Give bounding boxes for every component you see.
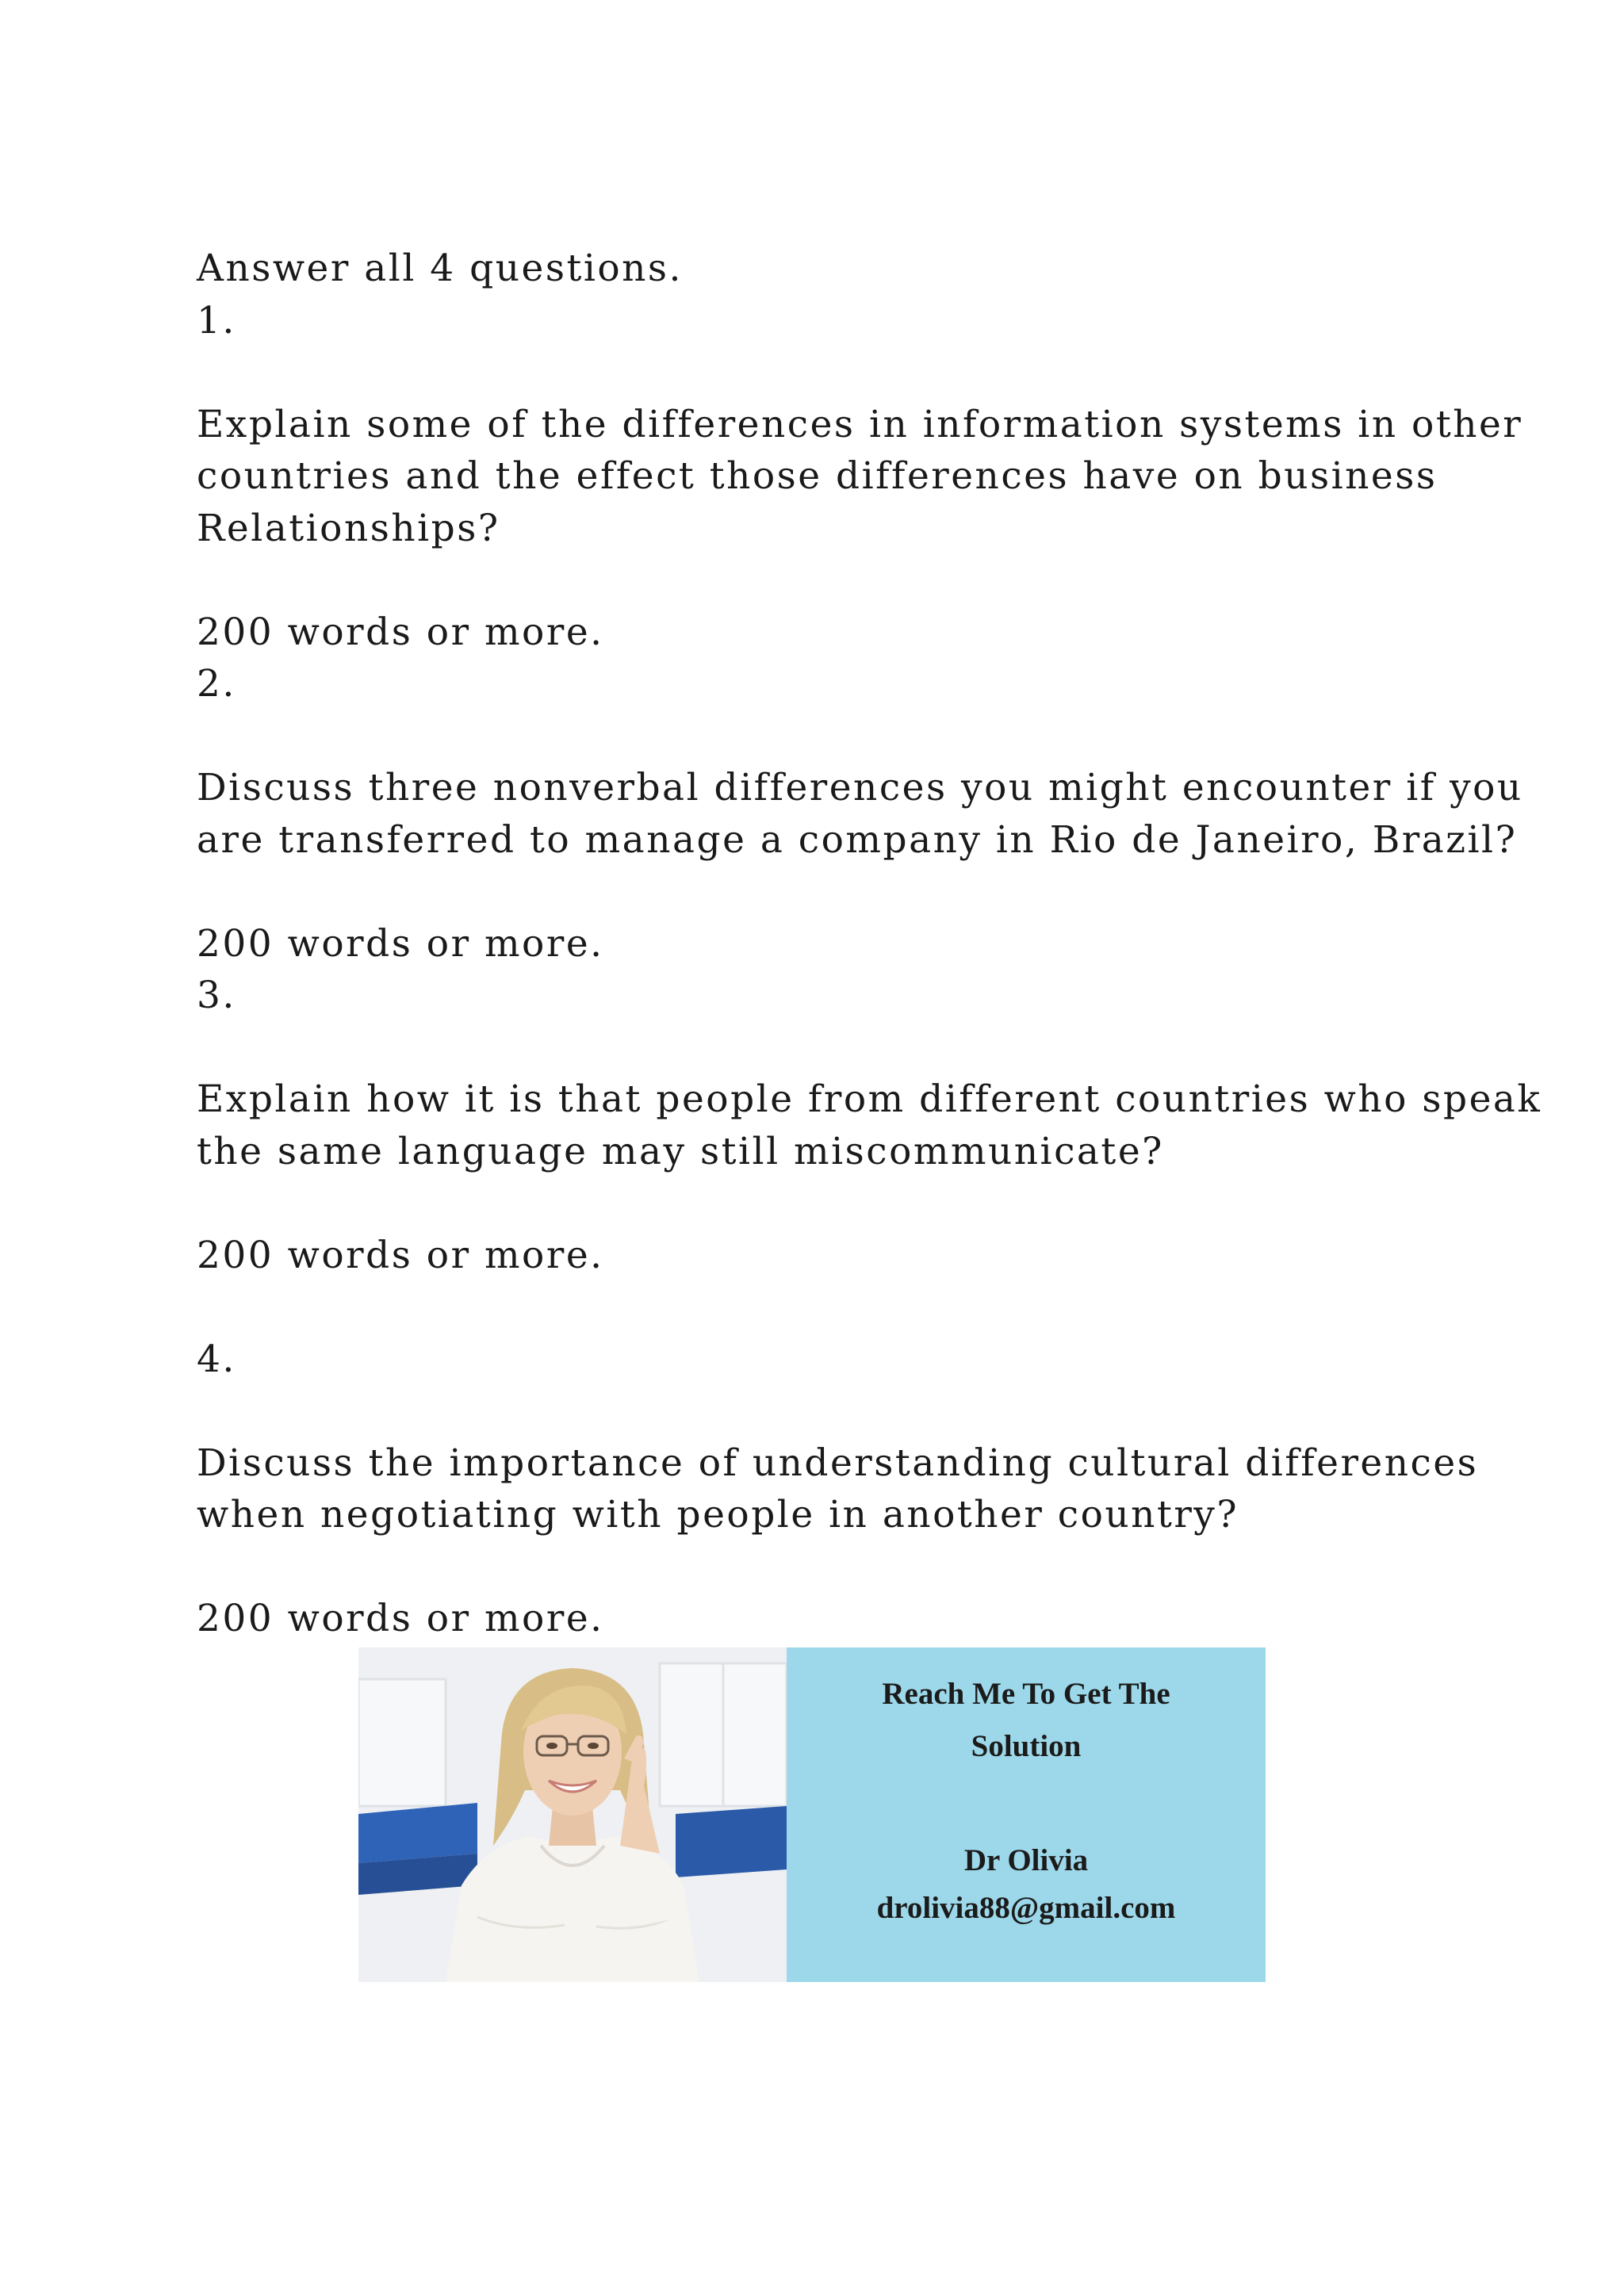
text-line: 4. [197, 1337, 236, 1381]
text-line: the same language may still miscommunicate? [197, 1129, 1164, 1173]
advertisement-banner [358, 1647, 1266, 1982]
blank-line [197, 1385, 1465, 1437]
text-line: when negotiating with people in another country? [197, 1493, 1239, 1536]
text-line: 2. [197, 662, 236, 706]
text-line: countries and the effect those differences have on business [197, 454, 1438, 498]
text-line: 3. [197, 974, 236, 1017]
text-line: Explain some of the differences in information systems in other [197, 402, 1523, 446]
blank-line [197, 1022, 1465, 1074]
woman-photo [358, 1647, 787, 1982]
blank-line [197, 554, 1465, 607]
text-line: 200 words or more. [197, 610, 604, 654]
text-line: Discuss three nonverbal differences you might encounter if you [197, 766, 1523, 809]
blank-line [197, 1281, 1465, 1334]
blank-line [197, 710, 1465, 763]
text-line: 200 words or more. [197, 1597, 604, 1640]
text-line: are transferred to manage a company in Rio de Janeiro, Brazil? [197, 817, 1518, 862]
text-line: 200 words or more. [197, 1233, 604, 1277]
text-line: Answer all 4 questions. [197, 247, 683, 290]
text-line: Explain how it is that people from different countries who speak [197, 1077, 1542, 1121]
text-line: 1. [197, 298, 236, 342]
woman-portrait-image [358, 1647, 787, 1982]
promo-headline-continued: Solution [971, 1729, 1082, 1763]
contact-panel [787, 1647, 1266, 1982]
contact-name: Dr Olivia [963, 1843, 1089, 1877]
question-text [197, 243, 1542, 1645]
text-line: Relationships? [197, 506, 500, 550]
blank-line [197, 1541, 1465, 1594]
text-line: Discuss the importance of understanding cultural differences [197, 1441, 1479, 1485]
promo-headline: Reach Me To Get The [882, 1677, 1170, 1711]
blank-line [197, 346, 1465, 399]
contact-email[interactable]: drolivia88@gmail.com [876, 1891, 1176, 1925]
text-line: 200 words or more. [197, 921, 604, 966]
blank-line [197, 1177, 1465, 1230]
blank-line [197, 866, 1465, 918]
